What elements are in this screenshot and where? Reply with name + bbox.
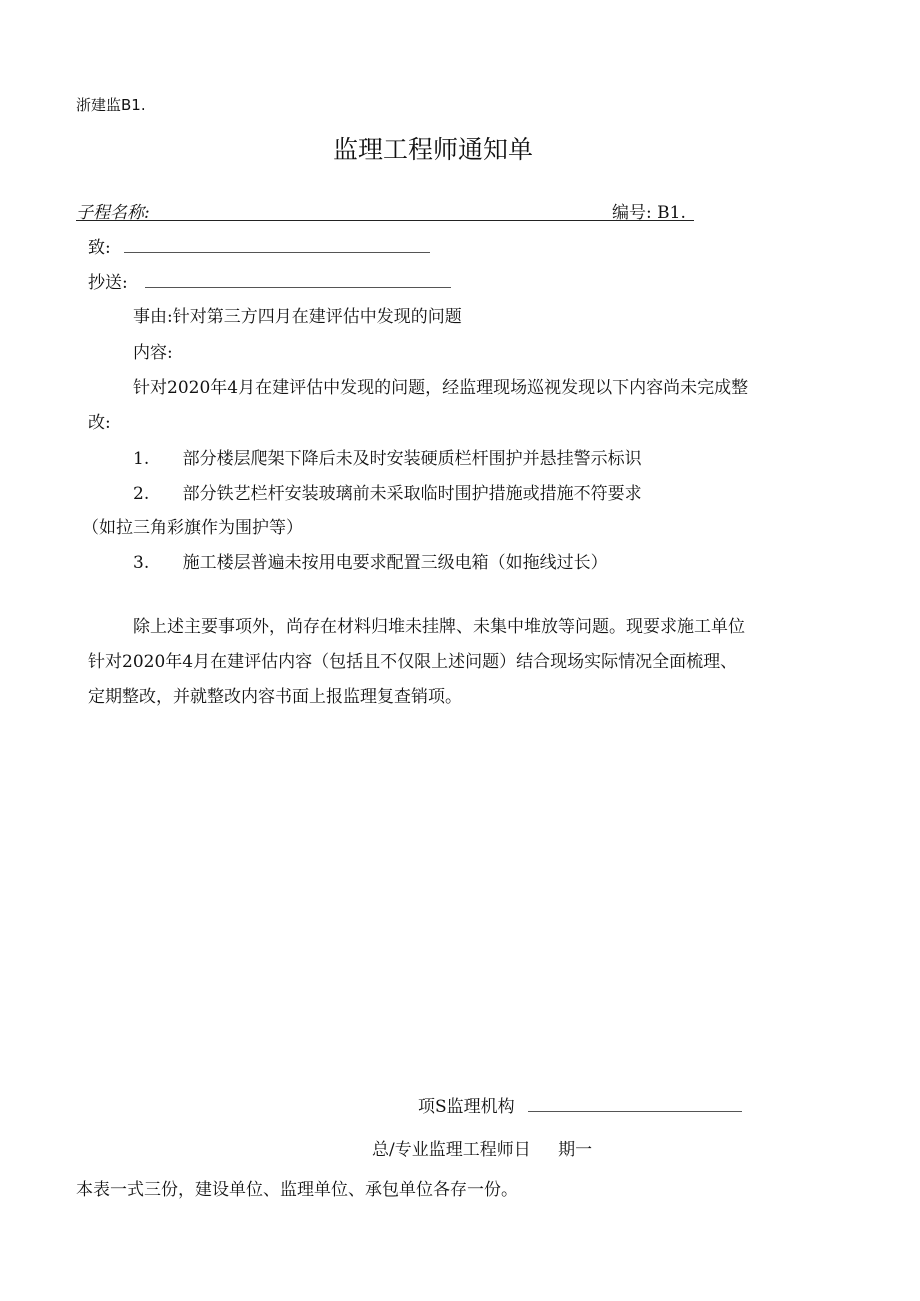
to-field[interactable] — [124, 238, 430, 253]
supervision-org-label: 项S监理机构 — [418, 1097, 515, 1117]
date-label: 期一 — [558, 1140, 593, 1160]
form-code: 浙建监B1. — [76, 96, 146, 114]
cc-label: 抄送: — [88, 273, 128, 293]
serial-number — [612, 198, 686, 223]
intro-line-2: 改: — [88, 413, 111, 433]
serial-label: 编号: — [612, 203, 652, 223]
intro-line-1: 针对2020年4月在建评估中发现的问题，经监理现场巡视发现以下内容尚未完成整 — [133, 378, 749, 398]
footer-note: 本表一式三份，建设单位、监理单位、承包单位各存一份。 — [76, 1180, 518, 1200]
supervision-org-field[interactable] — [528, 1097, 742, 1112]
list-item-text: 施工楼层普遍未按用电要求配置三级电箱（如拖线过长） — [182, 553, 608, 573]
subject-row — [133, 302, 462, 327]
content-label: 内容: — [133, 343, 173, 363]
page-title: 监理工程师通知单 — [332, 135, 533, 164]
cc-row — [88, 268, 451, 293]
closing-line-1: 除上述主要事项外，尚存在材料归堆未挂牌、未集中堆放等问题。现要求施工单位 — [133, 617, 745, 637]
serial-value: B1. — [657, 203, 686, 223]
to-label: 致: — [88, 238, 111, 258]
list-item-text: 部分楼层爬架下降后未及时安装硬质栏杆围护并悬挂警示标识 — [182, 449, 642, 469]
list-item-number: 3. — [133, 553, 150, 573]
project-name-underline — [76, 198, 694, 221]
list-item-number: 2. — [133, 484, 150, 504]
list-item-number: 1. — [133, 449, 150, 469]
list-item-text: 部分铁艺栏杆安装玻璃前未采取临时围护措施或措施不符要求 — [182, 484, 642, 504]
list-item — [133, 479, 642, 504]
list-item — [133, 548, 608, 573]
supervision-org-row — [418, 1092, 742, 1117]
closing-line-3: 定期整改，并就整改内容书面上报监理复查销项。 — [88, 687, 462, 707]
project-name-label: 子程名称: — [76, 203, 150, 223]
subject-label: 事由: — [133, 307, 173, 327]
closing-line-2: 针对2020年4月在建评估内容（包括且不仅限上述问题）结合现场实际情况全面梳理、 — [88, 652, 738, 672]
engineer-date-row — [372, 1135, 592, 1160]
to-row — [88, 233, 430, 258]
engineer-label: 总/专业监理工程师日 — [372, 1140, 531, 1160]
subject-text: 针对第三方四月在建评估中发现的问题 — [172, 307, 462, 327]
cc-field[interactable] — [145, 273, 451, 288]
list-item — [133, 444, 642, 469]
list-item-continuation: （如拉三角彩旗作为围护等） — [82, 518, 303, 538]
